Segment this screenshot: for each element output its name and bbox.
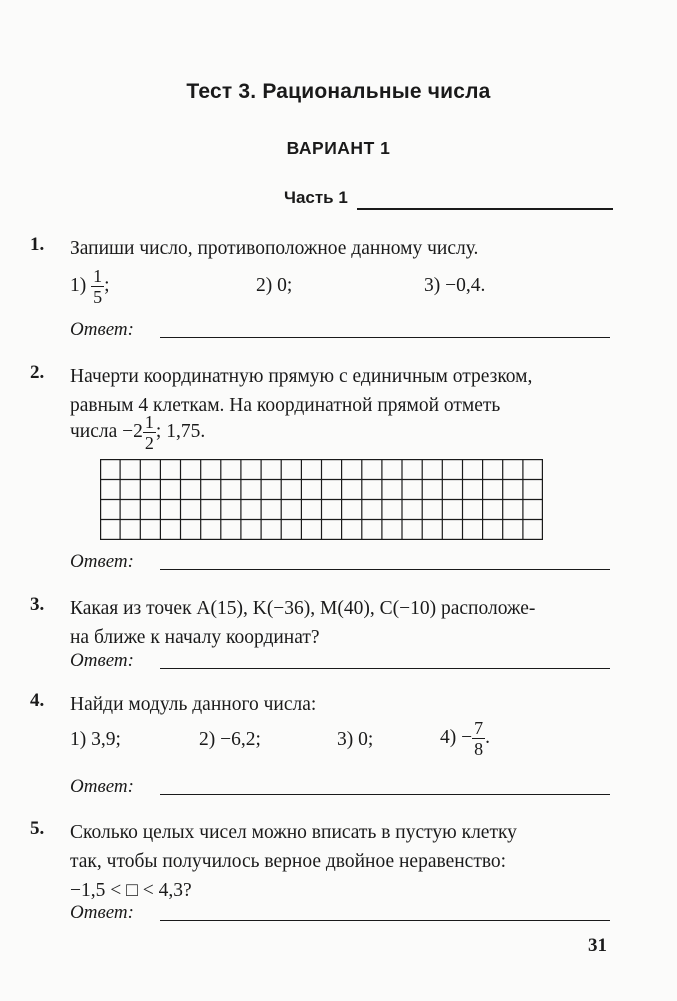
- task-5-number: 5.: [30, 818, 45, 839]
- task-2-text: Начерти координатную прямую с единичным отрезком, равным 4 клеткам. На координатной прямой отметь: [70, 366, 533, 416]
- task-2-answer-line[interactable]: [160, 569, 610, 570]
- task-1-number: 1.: [30, 234, 45, 255]
- task-2-number: 2.: [30, 362, 45, 383]
- task-5-answer-label: Ответ:: [70, 902, 134, 923]
- task-4-text: Найди модуль данного числа:: [70, 694, 317, 715]
- task-1-option-2: 2) 0;: [256, 275, 293, 296]
- task-3-answer-line[interactable]: [160, 668, 610, 669]
- task-4-answer-label: Ответ:: [70, 776, 134, 797]
- fraction: $\frac{1}{2}$: [144, 412, 154, 453]
- task-2-numbers: числа −2 $\frac{1}{2}$ ; 1,75.: [70, 412, 206, 453]
- task-1-option-3: 3) −0,4.: [424, 275, 486, 296]
- fraction: $\frac{1}{5}$: [93, 266, 103, 307]
- task-5-answer-line[interactable]: [160, 920, 610, 921]
- variant-heading: ВАРИАНТ 1: [286, 138, 391, 158]
- fraction: $\frac{7}{8}$: [474, 718, 484, 759]
- page-number: 31: [588, 935, 607, 956]
- task-4-option-1: 1) 3,9;: [70, 729, 121, 750]
- task-4-answer-line[interactable]: [160, 794, 610, 795]
- task-1-answer-line[interactable]: [160, 337, 610, 338]
- task-3-number: 3.: [30, 594, 45, 615]
- task-4-option-4: 4) − $\frac{7}{8}$ .: [440, 718, 490, 759]
- page-title: Тест 3. Рациональные числа: [186, 80, 491, 103]
- task-1-text: Запиши число, противоположное данному числу.: [70, 238, 479, 259]
- task-4-option-2: 2) −6,2;: [199, 729, 261, 750]
- task-5-text: Сколько целых чисел можно вписать в пустую клетку так, чтобы получилось верное двойное неравенство: −1,5 < □ < 4,3?: [70, 822, 517, 901]
- task-3-answer-label: Ответ:: [70, 650, 134, 671]
- task-2-answer-label: Ответ:: [70, 551, 134, 572]
- drawing-grid[interactable]: [100, 459, 543, 540]
- part-heading: Часть 1: [284, 188, 348, 207]
- task-3-text: Какая из точек A(15), K(−36), M(40), C(−10) расположе- на ближе к началу координат?: [70, 598, 536, 648]
- part-underline: [357, 208, 613, 210]
- task-1-option-1: 1) $\frac{1}{5}$ ;: [70, 266, 110, 307]
- task-1-answer-label: Ответ:: [70, 319, 134, 340]
- task-4-number: 4.: [30, 690, 45, 711]
- task-4-option-3: 3) 0;: [337, 729, 374, 750]
